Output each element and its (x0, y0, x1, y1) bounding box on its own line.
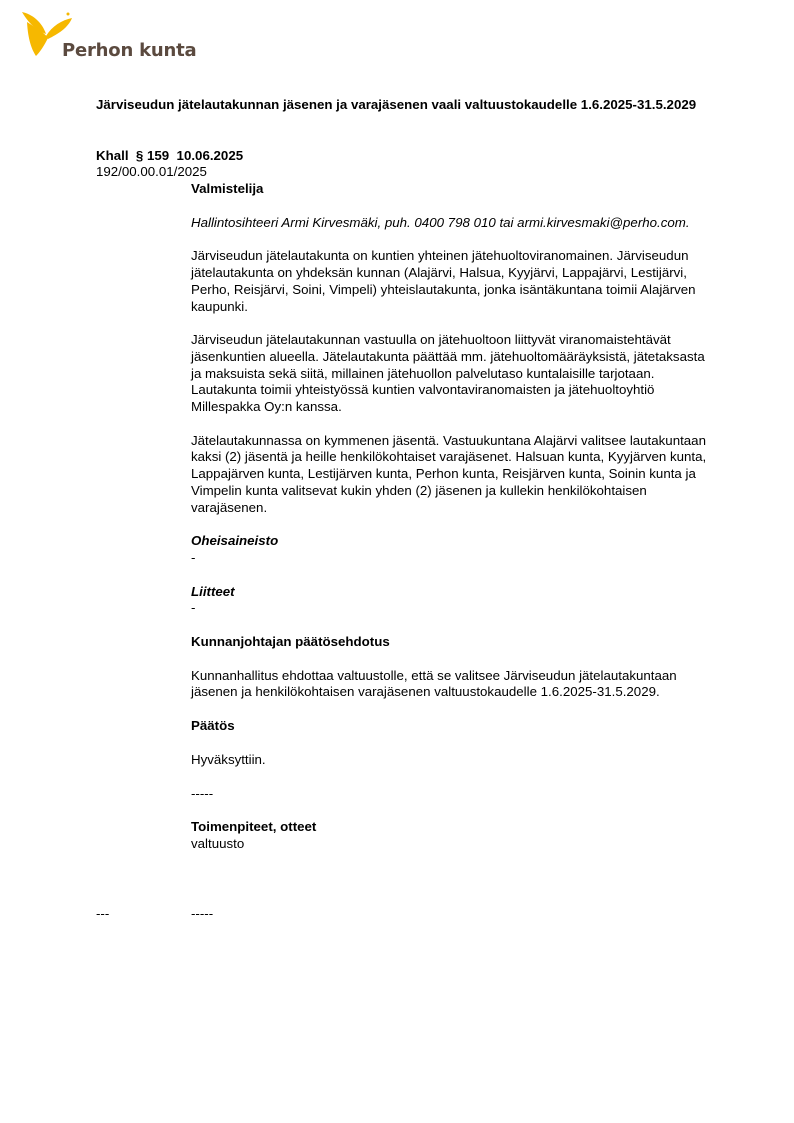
footer-separator-left: --- (96, 906, 110, 921)
separator: ----- (191, 785, 214, 801)
proposal-heading: Kunnanjohtajan päätösehdotus (191, 634, 390, 650)
diary-number: 192/00.00.01/2025 (96, 164, 207, 179)
attachment-heading: Oheisaineisto (191, 533, 279, 549)
section-reference: Khall § 159 10.06.2025 (96, 148, 244, 163)
perho-logo (22, 12, 197, 62)
document-title: Järviseudun jätelautakunnan jäsenen ja varajäsenen vaali valtuustokaudelle 1.6.2025-31.5.2029 (96, 97, 697, 112)
paragraph-3: Jätelautakunnassa on kymmenen jäsentä. Vastuukuntana Alajärvi valitsee lautakuntaan kaksi (2) jäsentä ja heille henkilökohtaiset varajäsenet. Halsuan kunta, Kyyjärven kunta, Lappajärven kunta, Lestijärven kunta, Perhon kunta, Reisjärven kunta, Soinin kunta ja Vimpelin kunta valitsevat kukin yhden (2) jäsenen ja kullekin henkilökohtaisen varajäsenen. (191, 432, 707, 515)
decision-heading: Päätös (191, 718, 235, 734)
paragraph-1: Järviseudun jätelautakunta on kuntien yhteinen jätehuoltoviranomainen. Järviseudun jätelautakunta on yhdeksän kunnan (Alajärvi, Halsua, Kyyjärvi, Lappajärvi, Lestijärvi, Perho, Reisjärvi, Soini, Vimpeli) yhteislautakunta, jonka isäntäkuntana toimii Alajärven kaupunki. (191, 248, 696, 314)
actions-text: valtuusto (191, 835, 245, 851)
preparer-text: Hallintosihteeri Armi Kirvesmäki, puh. 0400 798 010 tai armi.kirvesmaki@perho.com. (191, 214, 690, 230)
paragraph-2: Järviseudun jätelautakunnan vastuulla on jätehuoltoon liittyvät viranomaistehtävät jäsenkuntien alueella. Jätelautakunta päättää mm. jätehuoltomääräyksistä, jätetaksasta ja maksuista sekä siitä, millainen jätehuollon palvelutaso kuntalaisille tarjotaan. Lautakunta toimii yhteistyössä kuntien valvontaviranomaisten ja jätehuoltoyhtiö Millespakka Oy:n kanssa. (191, 332, 705, 415)
logo-text: Perhon kunta (62, 40, 197, 61)
appendix-heading: Liitteet (191, 583, 235, 599)
footer-separator-right: ----- (191, 906, 214, 921)
actions-heading: Toimenpiteet, otteet (191, 819, 317, 835)
document-body (191, 181, 711, 853)
appendix-value: - (191, 600, 196, 616)
decision-text: Hyväksyttiin. (191, 751, 266, 767)
attachment-value: - (191, 549, 196, 565)
proposal-text: Kunnanhallitus ehdottaa valtuustolle, että se valitsee Järviseudun jätelautakuntaan jäsenen ja henkilökohtaisen varajäsenen valtuustokaudelle 1.6.2025-31.5.2029. (191, 667, 677, 700)
preparer-heading: Valmistelija (191, 181, 264, 196)
